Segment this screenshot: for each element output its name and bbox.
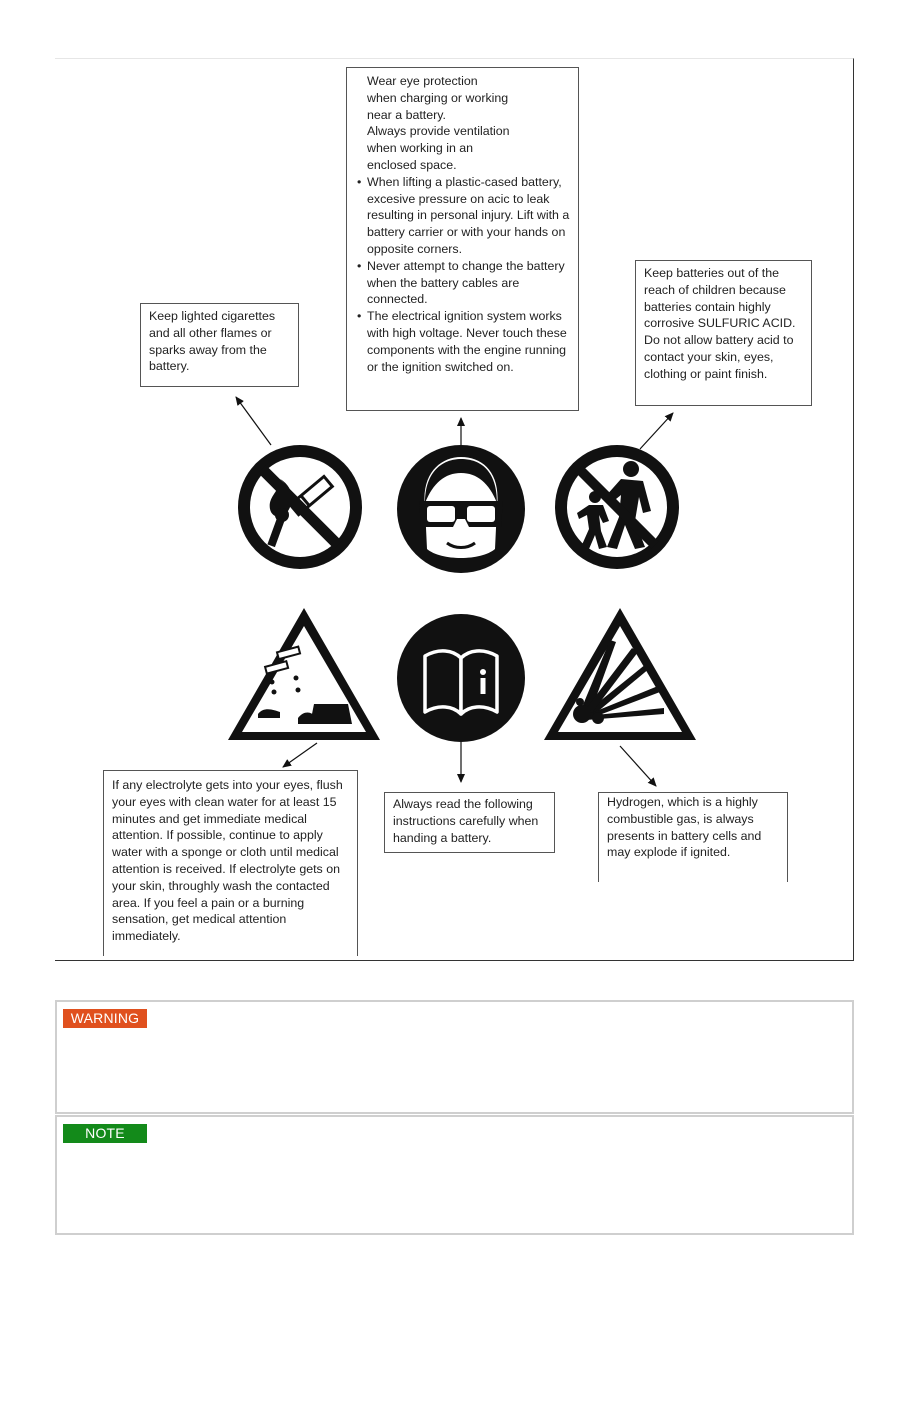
eye-note-bullet: • Never attempt to change the battery when the battery cables are connected. <box>367 258 572 308</box>
no-flames-note-text: Keep lighted cigarettes and all other flames or sparks away from the battery. <box>149 309 276 374</box>
eye-protection-note <box>346 67 579 411</box>
no-flames-note <box>140 303 299 387</box>
corrosive-warning-icon <box>228 608 380 740</box>
arrow-to-flames-note <box>236 397 271 445</box>
read-manual-note-text: Always read the following instructions carefully when handing a battery. <box>393 797 539 845</box>
keep-away-from-children-icon <box>555 445 679 569</box>
children-note <box>635 260 812 406</box>
read-manual-note <box>384 792 555 853</box>
eye-note-line: Always provide ventilation <box>367 124 510 139</box>
arrow-to-hydrogen-note <box>620 746 656 786</box>
no-open-flame-icon <box>238 445 362 569</box>
hydrogen-note <box>598 792 788 882</box>
read-manual-icon <box>397 614 525 742</box>
warning-panel <box>55 1000 854 1114</box>
note-badge: NOTE <box>63 1124 147 1143</box>
electrolyte-note-text: If any electrolyte gets into your eyes, flush your eyes with clean water for at least 15 minutes and get immediate medical attention. If possible, continue to apply water with a sponge or cloth until medical attention is received. If electrolyte gets on your skin, throughly wash the contacted area. If you feel a pain or a burning sensation, get medical attention immediately. <box>112 778 343 944</box>
eye-note-line: when charging or working <box>367 90 509 105</box>
eye-note-line: near a battery. <box>367 107 446 122</box>
eye-note-line: when working in an <box>367 141 474 156</box>
battery-safety-figure <box>55 58 854 961</box>
electrolyte-note <box>103 770 358 956</box>
eye-note-line: Wear eye protection <box>367 74 478 88</box>
eye-note-bullets <box>367 174 572 376</box>
hydrogen-note-text: Hydrogen, which is a highly combustible gas, is always presents in battery cells and may explode if ignited. <box>607 795 762 860</box>
eye-note-line: enclosed space. <box>367 157 457 172</box>
eye-note-bullet: • The electrical ignition system works with high voltage. Never touch these components with the engine running or the ignition switched on. <box>367 308 572 375</box>
children-note-text: Keep batteries out of the reach of children because batteries contain highly corrosive SULFURIC ACID. Do not allow battery acid to contact your skin, eyes, clothing or paint finish. <box>644 266 796 381</box>
eye-note-bullet: • When lifting a plastic-cased battery, excesive pressure on acic to leak resulting in personal injury. Lift with a battery carrier or with your hands on opposite corners. <box>367 174 572 258</box>
eye-protection-icon <box>397 445 525 573</box>
arrow-to-electrolyte-note <box>283 743 317 767</box>
warning-badge: WARNING <box>63 1009 147 1028</box>
arrow-to-children-note <box>640 413 673 449</box>
explosive-warning-icon <box>544 608 696 740</box>
note-panel <box>55 1115 854 1235</box>
